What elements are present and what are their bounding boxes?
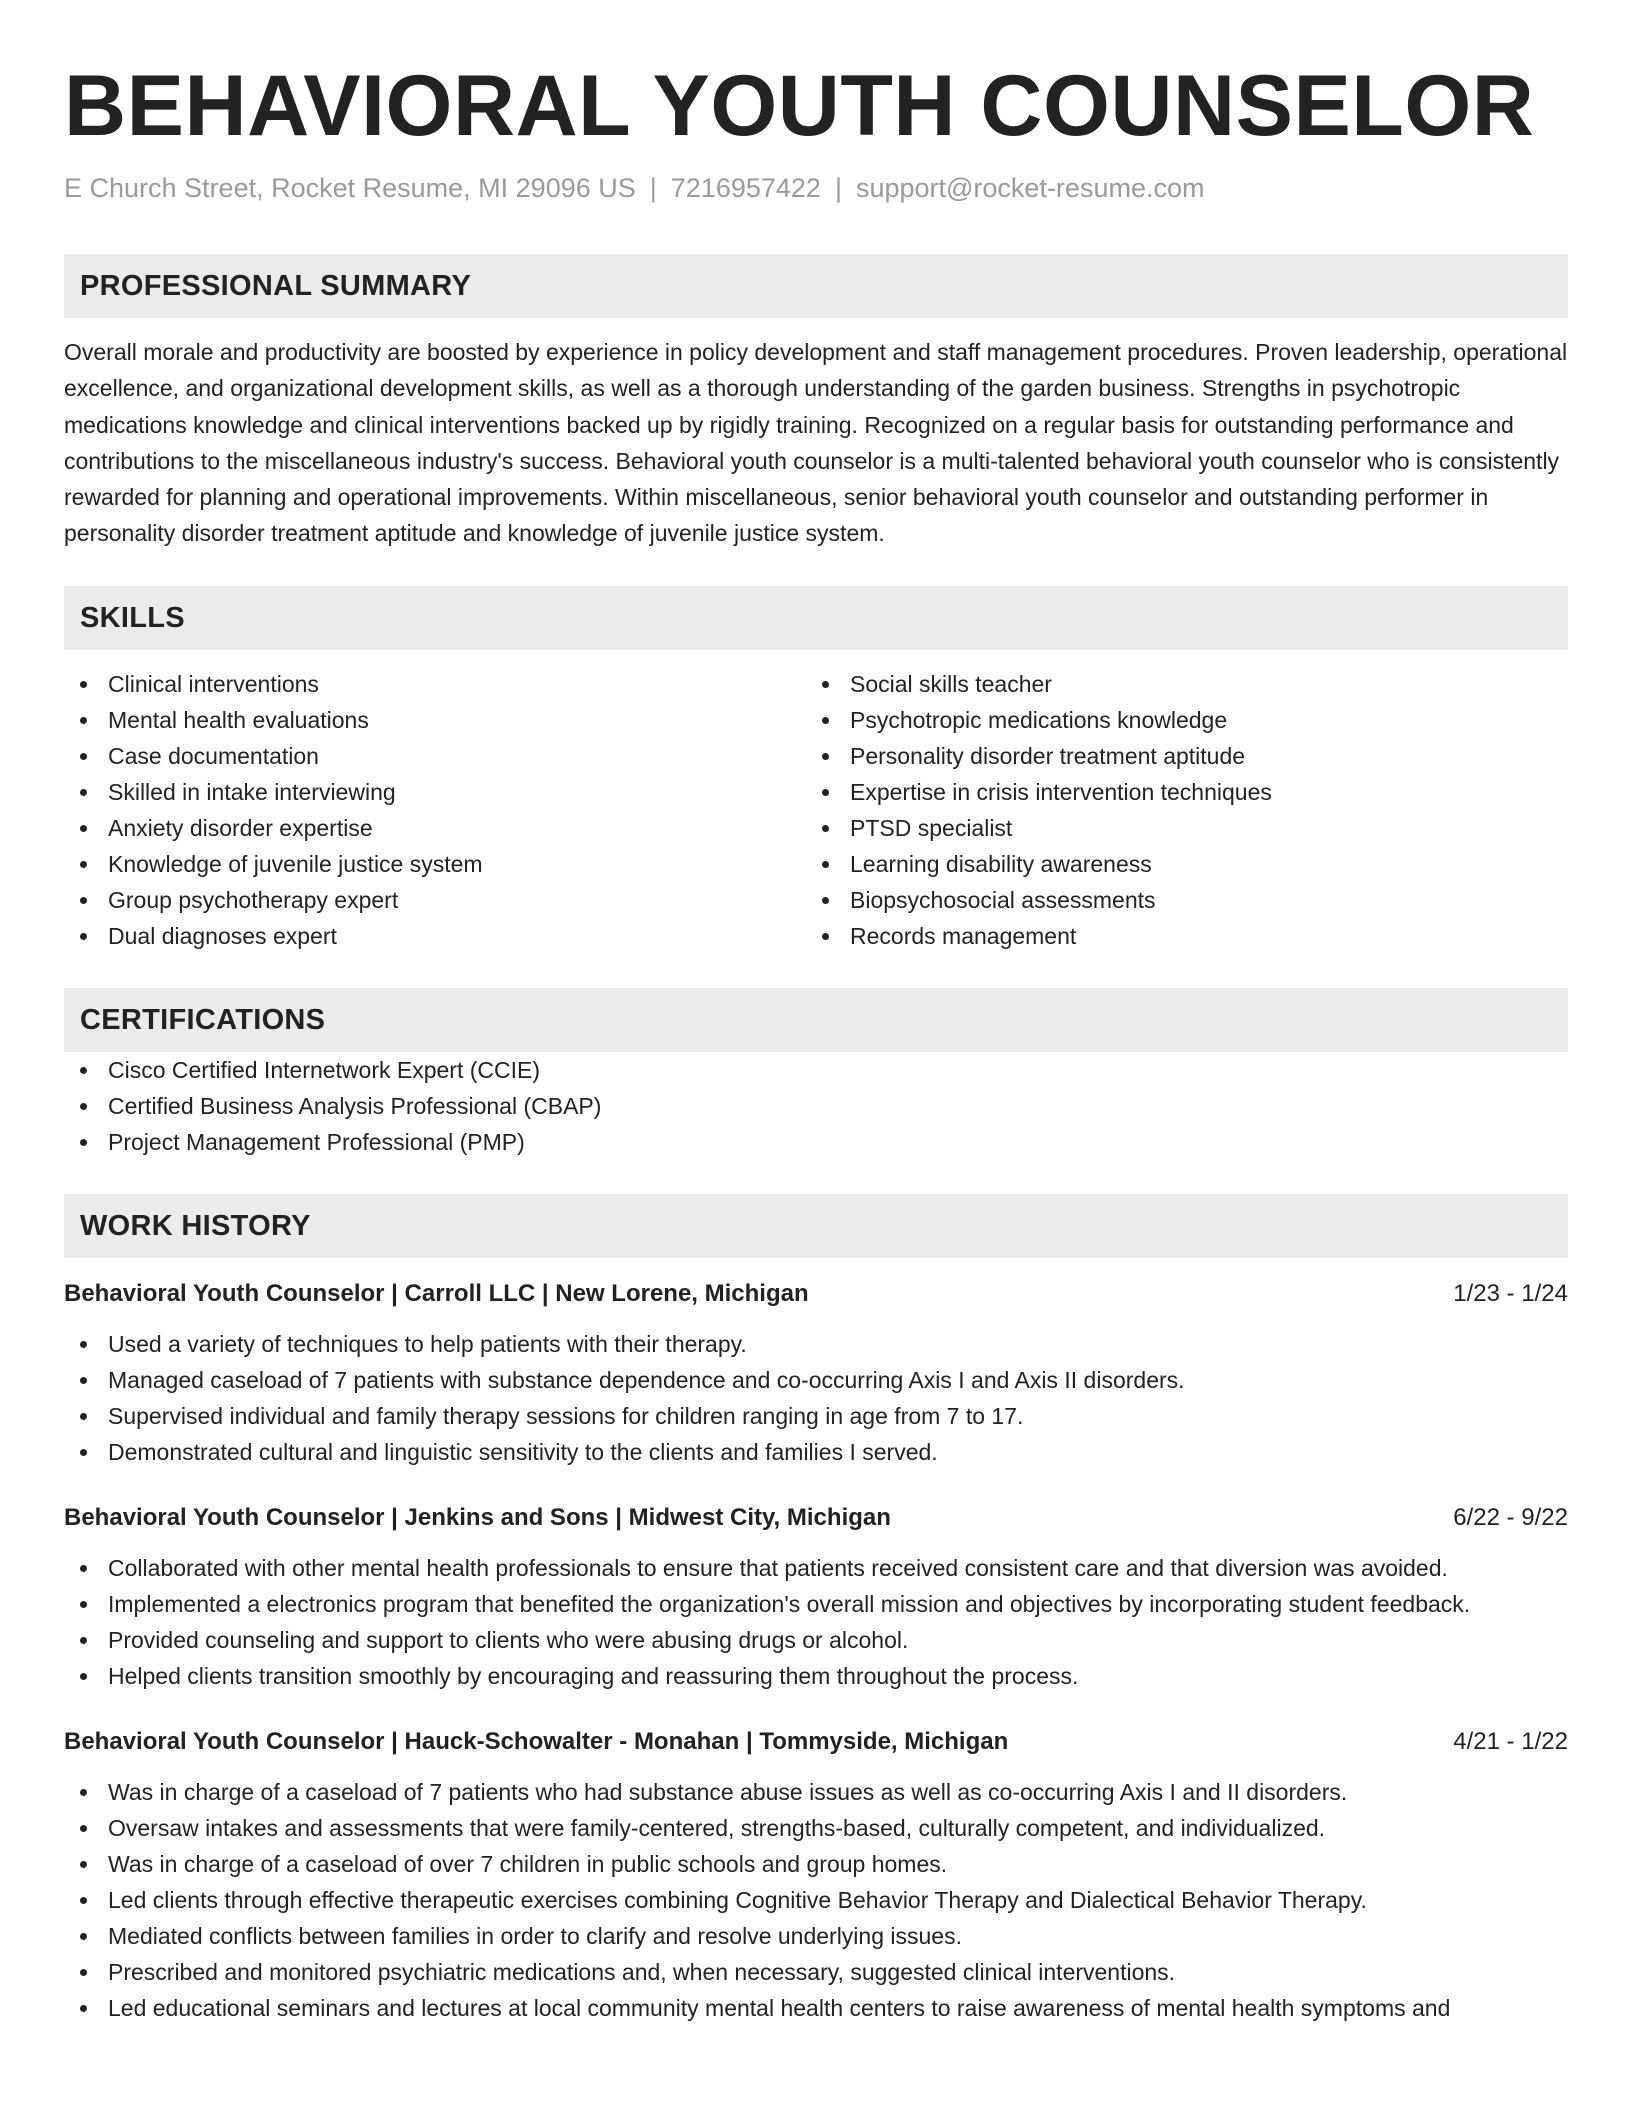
skill-item: Social skills teacher	[806, 666, 1548, 702]
job-bullet: Was in charge of a caseload of 7 patients who had substance abuse issues as well as co-occurring Axis I and II disorders.	[64, 1774, 1568, 1810]
job-bullet: Demonstrated cultural and linguistic sensitivity to the clients and families I served.	[64, 1434, 1568, 1470]
skill-item: PTSD specialist	[806, 810, 1548, 846]
skill-item: Dual diagnoses expert	[64, 918, 806, 954]
certification-item: Cisco Certified Internetwork Expert (CCIE)	[64, 1052, 1568, 1088]
skill-item: Psychotropic medications knowledge	[806, 702, 1548, 738]
job-bullet: Led clients through effective therapeutic exercises combining Cognitive Behavior Therapy and Dialectical Behavior Therapy.	[64, 1882, 1568, 1918]
skill-item: Personality disorder treatment aptitude	[806, 738, 1548, 774]
contact-line	[64, 168, 1568, 208]
section-header-certifications: CERTIFICATIONS	[64, 988, 1568, 1052]
skills-column-right	[806, 666, 1548, 954]
skill-item: Group psychotherapy expert	[64, 882, 806, 918]
job-bullet: Helped clients transition smoothly by encouraging and reassuring them throughout the process.	[64, 1658, 1568, 1694]
job-bullet: Prescribed and monitored psychiatric medications and, when necessary, suggested clinical interventions.	[64, 1954, 1568, 1990]
job-bullets	[64, 1774, 1568, 2026]
certification-item: Project Management Professional (PMP)	[64, 1124, 1568, 1160]
section-header-summary: PROFESSIONAL SUMMARY	[64, 254, 1568, 318]
skill-item: Case documentation	[64, 738, 806, 774]
skills-column-left	[64, 666, 806, 954]
skill-item: Skilled in intake interviewing	[64, 774, 806, 810]
job-bullets	[64, 1326, 1568, 1470]
contact-separator: |	[649, 173, 657, 203]
contact-address: E Church Street, Rocket Resume, MI 29096 US	[64, 173, 636, 203]
job-dates: 1/23 - 1/24	[1453, 1279, 1568, 1307]
skill-item: Expertise in crisis intervention techniques	[806, 774, 1548, 810]
certifications-list	[64, 1052, 1568, 1160]
skill-item: Learning disability awareness	[806, 846, 1548, 882]
job-bullet: Used a variety of techniques to help patients with their therapy.	[64, 1326, 1568, 1362]
contact-email[interactable]: support@rocket-resume.com	[855, 173, 1205, 203]
skills-grid	[64, 666, 1568, 954]
contact-phone: 7216957422	[670, 173, 821, 203]
job-bullet: Implemented a electronics program that benefited the organization's overall mission and objectives by incorporating student feedback.	[64, 1586, 1568, 1622]
job-entry	[64, 1500, 1568, 1694]
section-header-work-history: WORK HISTORY	[64, 1194, 1568, 1258]
skill-item: Records management	[806, 918, 1548, 954]
job-entry	[64, 1724, 1568, 2026]
job-heading: Behavioral Youth Counselor | Jenkins and Sons | Midwest City, Michigan	[64, 1503, 891, 1531]
job-bullets	[64, 1550, 1568, 1694]
resume-page	[64, 0, 1568, 2026]
job-bullet: Collaborated with other mental health professionals to ensure that patients received consistent care and that diversion was avoided.	[64, 1550, 1568, 1586]
skill-item: Knowledge of juvenile justice system	[64, 846, 806, 882]
summary-text: Overall morale and productivity are boosted by experience in policy development and staff management procedures. Proven leadership, operational excellence, and organizational development skills, as well as a thorough understanding of the garden business. Strengths in psychotropic medications knowledge and clinical interventions backed up by rigidly training. Recognized on a regular basis for outstanding performance and contributions to the miscellaneous industry's success. Behavioral youth counselor is a multi-talented behavioral youth counselor who is consistently rewarded for planning and operational improvements. Within miscellaneous, senior behavioral youth counselor and outstanding performer in personality disorder treatment aptitude and knowledge of juvenile justice system.	[64, 339, 1568, 547]
job-heading: Behavioral Youth Counselor | Hauck-Schowalter - Monahan | Tommyside, Michigan	[64, 1727, 1009, 1755]
job-bullet: Managed caseload of 7 patients with substance dependence and co-occurring Axis I and Axis II disorders.	[64, 1362, 1568, 1398]
skill-item: Biopsychosocial assessments	[806, 882, 1548, 918]
section-header-skills: SKILLS	[64, 586, 1568, 650]
job-header	[64, 1500, 1568, 1536]
skill-item: Anxiety disorder expertise	[64, 810, 806, 846]
job-bullet: Was in charge of a caseload of over 7 children in public schools and group homes.	[64, 1846, 1568, 1882]
job-bullet: Oversaw intakes and assessments that were family-centered, strengths-based, culturally competent, and individualized.	[64, 1810, 1568, 1846]
job-heading: Behavioral Youth Counselor | Carroll LLC | New Lorene, Michigan	[64, 1279, 809, 1307]
job-bullet: Led educational seminars and lectures at local community mental health centers to raise awareness of mental health symptoms and	[64, 1990, 1568, 2026]
job-header	[64, 1276, 1568, 1312]
job-bullet: Provided counseling and support to clients who were abusing drugs or alcohol.	[64, 1622, 1568, 1658]
skill-item: Mental health evaluations	[64, 702, 806, 738]
certification-item: Certified Business Analysis Professional (CBAP)	[64, 1088, 1568, 1124]
skill-item: Clinical interventions	[64, 666, 806, 702]
job-bullet: Supervised individual and family therapy sessions for children ranging in age from 7 to 17.	[64, 1398, 1568, 1434]
contact-separator: |	[834, 173, 842, 203]
job-bullet: Mediated conflicts between families in order to clarify and resolve underlying issues.	[64, 1918, 1568, 1954]
candidate-name: BEHAVIORAL YOUTH COUNSELOR	[64, 58, 1535, 154]
job-entry	[64, 1276, 1568, 1470]
job-header	[64, 1724, 1568, 1760]
job-dates: 6/22 - 9/22	[1453, 1503, 1568, 1531]
job-dates: 4/21 - 1/22	[1453, 1727, 1568, 1755]
